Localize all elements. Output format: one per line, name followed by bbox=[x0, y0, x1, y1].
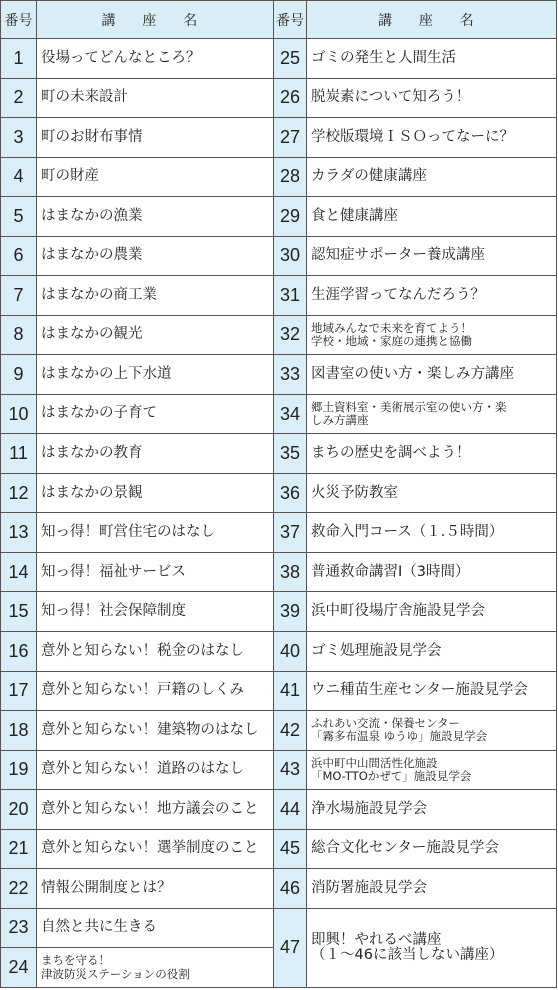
course-name-cell: 意外と知らない！道路のはなし bbox=[37, 750, 274, 790]
table-row bbox=[1, 394, 557, 434]
course-name-cell bbox=[307, 394, 557, 434]
course-name-cell bbox=[37, 948, 274, 988]
course-name-line: ふれあい交流・保養センター bbox=[311, 716, 461, 731]
course-name-line: 浜中町中山間活性化施設 bbox=[311, 755, 438, 770]
course-number-cell: 7 bbox=[1, 276, 37, 316]
course-name-cell: はまなかの商工業 bbox=[37, 276, 274, 316]
table-row bbox=[1, 908, 557, 948]
course-name-line: 「霧多布温泉 ゆうゆ」施設見学会 bbox=[311, 729, 488, 744]
course-number-cell: 43 bbox=[274, 750, 307, 790]
course-name-cell: 意外と知らない！選挙制度のこと bbox=[37, 829, 274, 869]
course-number-cell: 16 bbox=[1, 631, 37, 671]
course-name-cell: 意外と知らない！戸籍のしくみ bbox=[37, 671, 274, 711]
course-name-cell: ウニ種苗生産センター施設見学会 bbox=[307, 671, 557, 711]
course-number-cell: 40 bbox=[274, 631, 307, 671]
course-name-cell: 浜中町役場庁舎施設見学会 bbox=[307, 592, 557, 632]
course-number-cell: 27 bbox=[274, 118, 307, 158]
course-name-cell bbox=[307, 315, 557, 355]
course-name-cell: 総合文化センター施設見学会 bbox=[307, 829, 557, 869]
table-row bbox=[1, 790, 557, 830]
table-row bbox=[1, 315, 557, 355]
course-number-cell: 6 bbox=[1, 236, 37, 276]
course-name-cell: 意外と知らない！建築物のはなし bbox=[37, 711, 274, 751]
course-number-cell: 36 bbox=[274, 473, 307, 513]
course-name-line: しみ方講座 bbox=[311, 413, 369, 428]
course-name-cell: 知っ得！社会保障制度 bbox=[37, 592, 274, 632]
course-number-cell: 39 bbox=[274, 592, 307, 632]
course-number-cell: 35 bbox=[274, 434, 307, 474]
course-name-cell: 図書室の使い方・楽しみ方講座 bbox=[307, 355, 557, 395]
course-name-cell: 浄水場施設見学会 bbox=[307, 790, 557, 830]
table-row bbox=[1, 473, 557, 513]
course-name-line: 地域みんなで未来を育てよう！ bbox=[311, 320, 472, 335]
course-number-cell: 37 bbox=[274, 513, 307, 553]
course-number-cell: 31 bbox=[274, 276, 307, 316]
course-number-cell: 15 bbox=[1, 592, 37, 632]
course-name-cell: 役場ってどんなところ？ bbox=[37, 39, 274, 79]
table-row bbox=[1, 118, 557, 158]
course-name-cell: 脱炭素について知ろう！ bbox=[307, 78, 557, 118]
header-course-name-left: 講 座 名 bbox=[37, 1, 274, 39]
course-name-cell: 認知症サポーター養成講座 bbox=[307, 236, 557, 276]
course-number-cell: 8 bbox=[1, 315, 37, 355]
course-name-cell: カラダの健康講座 bbox=[307, 157, 557, 197]
course-number-cell: 24 bbox=[1, 948, 37, 988]
table-row bbox=[1, 39, 557, 79]
table-row bbox=[1, 197, 557, 237]
course-name-cell: 学校版環境ＩＳＯってなーに？ bbox=[307, 118, 557, 158]
course-name-cell: 情報公開制度とは？ bbox=[37, 869, 274, 909]
course-name-cell bbox=[307, 908, 557, 987]
table-row bbox=[1, 829, 557, 869]
course-name-cell: 意外と知らない！税金のはなし bbox=[37, 631, 274, 671]
course-number-cell: 33 bbox=[274, 355, 307, 395]
course-number-cell: 32 bbox=[274, 315, 307, 355]
course-name-line: 郷土資料室・美術展示室の使い方・楽 bbox=[311, 399, 507, 414]
course-name-cell: まちの歴史を調べよう！ bbox=[307, 434, 557, 474]
course-number-cell: 12 bbox=[1, 473, 37, 513]
course-number-cell: 38 bbox=[274, 552, 307, 592]
table-row bbox=[1, 711, 557, 751]
table-row bbox=[1, 592, 557, 632]
table-row bbox=[1, 750, 557, 790]
course-name-cell: ゴミ処理施設見学会 bbox=[307, 631, 557, 671]
header-course-name-right: 講 座 名 bbox=[307, 1, 557, 39]
course-number-cell: 13 bbox=[1, 513, 37, 553]
table-row bbox=[1, 434, 557, 474]
course-number-cell: 5 bbox=[1, 197, 37, 237]
header-number-left: 番号 bbox=[1, 1, 37, 39]
course-name-cell: 町の財産 bbox=[37, 157, 274, 197]
course-number-cell: 11 bbox=[1, 434, 37, 474]
course-number-cell: 26 bbox=[274, 78, 307, 118]
course-name-cell: 救命入門コース（１.５時間） bbox=[307, 513, 557, 553]
course-number-cell: 22 bbox=[1, 869, 37, 909]
course-number-cell: 1 bbox=[1, 39, 37, 79]
table-row bbox=[1, 631, 557, 671]
course-number-cell: 29 bbox=[274, 197, 307, 237]
course-name-cell: はまなかの農業 bbox=[37, 236, 274, 276]
course-number-cell: 23 bbox=[1, 908, 37, 948]
table-row bbox=[1, 671, 557, 711]
course-number-cell: 45 bbox=[274, 829, 307, 869]
table-row bbox=[1, 276, 557, 316]
course-name-line: 即興！やれるべ講座 bbox=[311, 931, 442, 948]
course-number-cell: 14 bbox=[1, 552, 37, 592]
course-name-cell: 食と健康講座 bbox=[307, 197, 557, 237]
course-number-cell: 19 bbox=[1, 750, 37, 790]
table-row bbox=[1, 78, 557, 118]
table-row bbox=[1, 513, 557, 553]
course-number-cell: 4 bbox=[1, 157, 37, 197]
course-number-cell: 21 bbox=[1, 829, 37, 869]
course-number-cell: 18 bbox=[1, 711, 37, 751]
course-name-cell: はまなかの子育て bbox=[37, 394, 274, 434]
course-name-cell: ゴミの発生と人間生活 bbox=[307, 39, 557, 79]
course-name-cell: 知っ得！福祉サービス bbox=[37, 552, 274, 592]
course-number-cell: 44 bbox=[274, 790, 307, 830]
course-name-cell: 町のお財布事情 bbox=[37, 118, 274, 158]
course-name-cell: 火災予防教室 bbox=[307, 473, 557, 513]
course-name-cell: はまなかの景観 bbox=[37, 473, 274, 513]
course-number-cell: 20 bbox=[1, 790, 37, 830]
table-row bbox=[1, 157, 557, 197]
course-number-cell: 2 bbox=[1, 78, 37, 118]
course-name-line: まちを守る！ bbox=[41, 953, 110, 968]
table-row bbox=[1, 552, 557, 592]
course-name-cell: 意外と知らない！地方議会のこと bbox=[37, 790, 274, 830]
course-number-cell: 47 bbox=[274, 908, 307, 987]
course-number-cell: 41 bbox=[274, 671, 307, 711]
course-name-cell bbox=[307, 750, 557, 790]
course-name-line: 「MO-TTOかぜて」施設見学会 bbox=[311, 768, 472, 783]
course-number-cell: 30 bbox=[274, 236, 307, 276]
course-name-cell: 町の未来設計 bbox=[37, 78, 274, 118]
course-name-cell: 普通救命講習Ⅰ（3時間） bbox=[307, 552, 557, 592]
course-number-cell: 46 bbox=[274, 869, 307, 909]
table-row bbox=[1, 236, 557, 276]
course-name-cell bbox=[307, 711, 557, 751]
course-name-line: 津波防災ステーションの役割 bbox=[41, 966, 190, 981]
table-row bbox=[1, 869, 557, 909]
course-number-cell: 3 bbox=[1, 118, 37, 158]
course-number-cell: 9 bbox=[1, 355, 37, 395]
header-row bbox=[1, 1, 557, 39]
course-name-cell: はまなかの教育 bbox=[37, 434, 274, 474]
course-name-line: （１～46に該当しない講座） bbox=[311, 946, 504, 963]
course-number-cell: 34 bbox=[274, 394, 307, 434]
course-number-cell: 17 bbox=[1, 671, 37, 711]
course-name-cell: はまなかの上下水道 bbox=[37, 355, 274, 395]
table-row bbox=[1, 355, 557, 395]
course-number-cell: 25 bbox=[274, 39, 307, 79]
course-number-cell: 10 bbox=[1, 394, 37, 434]
course-name-cell: 消防署施設見学会 bbox=[307, 869, 557, 909]
course-number-cell: 42 bbox=[274, 711, 307, 751]
course-name-cell: 生涯学習ってなんだろう？ bbox=[307, 276, 557, 316]
course-number-cell: 28 bbox=[274, 157, 307, 197]
course-name-line: 学校・地域・家庭の連携と協働 bbox=[311, 333, 472, 348]
course-name-cell: 自然と共に生きる bbox=[37, 908, 274, 948]
course-name-cell: はまなかの漁業 bbox=[37, 197, 274, 237]
course-name-cell: はまなかの観光 bbox=[37, 315, 274, 355]
course-name-cell: 知っ得！町営住宅のはなし bbox=[37, 513, 274, 553]
header-number-right: 番号 bbox=[274, 1, 307, 39]
